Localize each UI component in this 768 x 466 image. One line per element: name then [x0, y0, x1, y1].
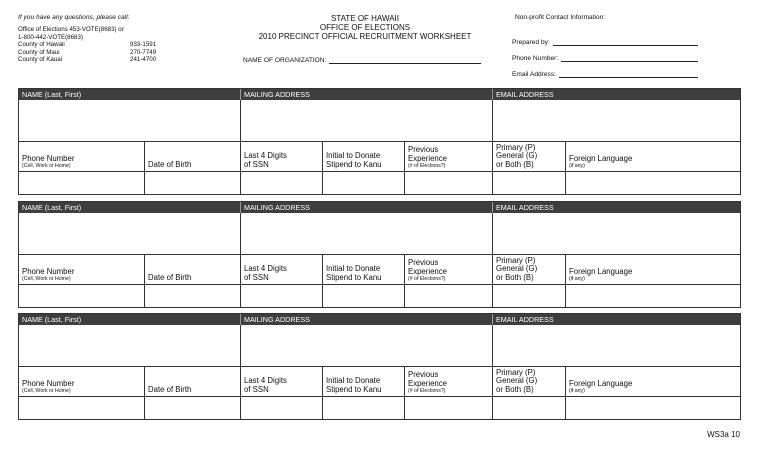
previous-experience-entry[interactable]	[405, 172, 493, 194]
column-label-text: Stipend to Kanu	[326, 159, 382, 169]
phone-number-entry[interactable]	[19, 172, 145, 194]
recruit-block	[18, 201, 741, 308]
previous-experience-label	[405, 255, 493, 284]
name-header: NAME (Last, First)	[19, 314, 241, 325]
contact-line: County of Hawaii 933-1591	[18, 41, 157, 49]
column-sublabel-text: (if any)	[569, 276, 585, 282]
email-address-header: EMAIL ADDRESS	[496, 90, 554, 99]
ssn-last4-entry[interactable]	[241, 397, 323, 419]
organization-label: NAME OF ORGANIZATION:	[243, 57, 327, 64]
date-of-birth-entry[interactable]	[145, 285, 241, 307]
donate-stipend-entry[interactable]	[323, 285, 405, 307]
column-label-text: Stipend to Kanu	[326, 272, 382, 282]
ssn-last4-label	[241, 255, 323, 284]
recruit-block	[18, 313, 741, 420]
email-address-field[interactable]: Email Address:	[512, 62, 712, 78]
column-label-text: Initial to Donate	[326, 376, 381, 386]
contact-line: 1-800-442-VOTE(8683)	[18, 33, 84, 41]
phone-number-label	[19, 367, 145, 396]
election-type-entry[interactable]	[493, 397, 566, 419]
column-label-text: Primary (P)	[496, 142, 536, 152]
heading-title: 2010 PRECINCT OFFICIAL RECRUITMENT WORKSHEET	[258, 32, 472, 41]
column-sublabel-text: (Cell, Work or Home)	[22, 388, 71, 394]
section-header-bar	[19, 89, 740, 100]
organization-input-line[interactable]	[329, 56, 481, 64]
email-address-entry-cell[interactable]	[493, 213, 740, 254]
date-of-birth-label	[145, 367, 241, 396]
heading-office: OFFICE OF ELECTIONS	[319, 23, 411, 32]
phone-number-line[interactable]	[561, 54, 698, 62]
column-label-text: of SSN	[244, 159, 269, 169]
ssn-last4-entry[interactable]	[241, 172, 323, 194]
column-label-text: Stipend to Kanu	[326, 384, 382, 394]
column-label-text: Phone Number	[22, 378, 75, 388]
column-sublabel-text: (# of Elections?)	[408, 388, 446, 394]
mailing-address-header: MAILING ADDRESS	[241, 202, 493, 213]
donate-stipend-label	[323, 142, 405, 171]
column-label-text: Last 4 Digits	[244, 376, 287, 386]
section-header-bar	[19, 202, 740, 213]
column-sublabel-text: (Cell, Work or Home)	[22, 163, 71, 169]
heading-state: STATE OF HAWAII	[331, 14, 399, 23]
donate-stipend-entry[interactable]	[323, 397, 405, 419]
column-label-text: Experience	[408, 153, 448, 163]
page-heading	[230, 14, 500, 41]
name-entry-cell[interactable]	[19, 213, 241, 254]
column-label-text: of SSN	[244, 384, 269, 394]
column-label-text: Last 4 Digits	[244, 264, 287, 274]
column-sublabel-text: (# of Elections?)	[408, 163, 446, 169]
phone-number-label	[19, 255, 145, 284]
column-label-text: Date of Birth	[148, 272, 192, 282]
column-sublabel-text: (if any)	[569, 388, 585, 394]
mailing-address-header: MAILING ADDRESS	[241, 314, 493, 325]
column-label-text: General (G)	[496, 376, 538, 386]
election-type-entry[interactable]	[493, 172, 566, 194]
phone-number-entry[interactable]	[19, 397, 145, 419]
column-label-text: Experience	[408, 266, 448, 276]
nonprofit-title: Non-profit Contact Information:	[515, 14, 606, 21]
column-label-text: Previous	[408, 258, 439, 268]
column-label-text: General (G)	[496, 151, 538, 161]
column-label-text: or Both (B)	[496, 384, 534, 394]
column-label-text: Initial to Donate	[326, 264, 381, 274]
column-label-text: Initial to Donate	[326, 151, 381, 161]
column-sublabel-text: (Cell, Work or Home)	[22, 276, 71, 282]
mailing-address-header: MAILING ADDRESS	[241, 89, 493, 100]
foreign-language-label	[566, 255, 740, 284]
email-address-header: EMAIL ADDRESS	[496, 203, 554, 212]
column-label-text: Primary (P)	[496, 255, 536, 265]
election-type-label	[493, 367, 566, 396]
mailing-address-entry-cell[interactable]	[241, 100, 493, 141]
column-label-text: Date of Birth	[148, 384, 192, 394]
column-label-text: of SSN	[244, 272, 269, 282]
phone-number-field[interactable]: Phone Number:	[512, 46, 712, 62]
foreign-language-entry[interactable]	[566, 285, 740, 307]
email-address-line[interactable]	[559, 70, 698, 78]
column-label-text: Foreign Language	[569, 153, 633, 163]
donate-stipend-label	[323, 367, 405, 396]
foreign-language-entry[interactable]	[566, 172, 740, 194]
name-header: NAME (Last, First)	[19, 89, 241, 100]
donate-stipend-label	[323, 255, 405, 284]
section-header-bar	[19, 314, 740, 325]
name-entry-cell[interactable]	[19, 100, 241, 141]
organization-field[interactable]	[243, 56, 481, 64]
column-sublabel-text: (# of Elections?)	[408, 276, 446, 282]
donate-stipend-entry[interactable]	[323, 172, 405, 194]
email-address-header: EMAIL ADDRESS	[496, 315, 554, 324]
email-address-entry-cell[interactable]	[493, 325, 740, 366]
date-of-birth-label	[145, 255, 241, 284]
column-label-text: Previous	[408, 370, 439, 380]
election-type-label	[493, 142, 566, 171]
column-label-text: Last 4 Digits	[244, 151, 287, 161]
column-sublabel-text: (if any)	[569, 163, 585, 169]
form-code: WS3a 10	[707, 430, 740, 439]
mailing-address-entry-cell[interactable]	[241, 213, 493, 254]
previous-experience-entry[interactable]	[405, 397, 493, 419]
column-label-text: Foreign Language	[569, 378, 633, 388]
contact-line: County of Maui 270-7749	[18, 48, 157, 56]
column-label-text: Phone Number	[22, 153, 75, 163]
nonprofit-contact	[512, 14, 712, 78]
prepared-by-line[interactable]	[553, 38, 698, 46]
ssn-last4-entry[interactable]	[241, 285, 323, 307]
name-entry-cell[interactable]	[19, 325, 241, 366]
column-label-text: Date of Birth	[148, 159, 192, 169]
recruit-block	[18, 88, 741, 195]
contact-line: County of Kauai 241-4700	[18, 56, 157, 64]
column-label-text: Primary (P)	[496, 367, 536, 377]
column-label-text: General (G)	[496, 264, 538, 274]
column-label-text: or Both (B)	[496, 159, 534, 169]
date-of-birth-entry[interactable]	[145, 172, 241, 194]
date-of-birth-label	[145, 142, 241, 171]
previous-experience-label	[405, 367, 493, 396]
foreign-language-entry[interactable]	[566, 397, 740, 419]
previous-experience-label	[405, 142, 493, 171]
name-header: NAME (Last, First)	[19, 202, 241, 213]
contact-line: Office of Elections 453-VOTE(8683) or	[18, 26, 124, 34]
foreign-language-label	[566, 367, 740, 396]
ssn-last4-label	[241, 142, 323, 171]
election-type-entry[interactable]	[493, 285, 566, 307]
foreign-language-label	[566, 142, 740, 171]
phone-number-entry[interactable]	[19, 285, 145, 307]
column-label-text: or Both (B)	[496, 272, 534, 282]
previous-experience-entry[interactable]	[405, 285, 493, 307]
prepared-by-field[interactable]: Prepared by:	[512, 30, 712, 46]
column-label-text: Phone Number	[22, 266, 75, 276]
contact-info	[18, 14, 218, 63]
contact-question: If you have any questions, please call:	[18, 14, 130, 21]
ssn-last4-label	[241, 367, 323, 396]
mailing-address-entry-cell[interactable]	[241, 325, 493, 366]
column-label-text: Experience	[408, 378, 448, 388]
column-label-text: Previous	[408, 145, 439, 155]
email-address-entry-cell[interactable]	[493, 100, 740, 141]
date-of-birth-entry[interactable]	[145, 397, 241, 419]
phone-number-label	[19, 142, 145, 171]
election-type-label	[493, 255, 566, 284]
column-label-text: Foreign Language	[569, 266, 633, 276]
